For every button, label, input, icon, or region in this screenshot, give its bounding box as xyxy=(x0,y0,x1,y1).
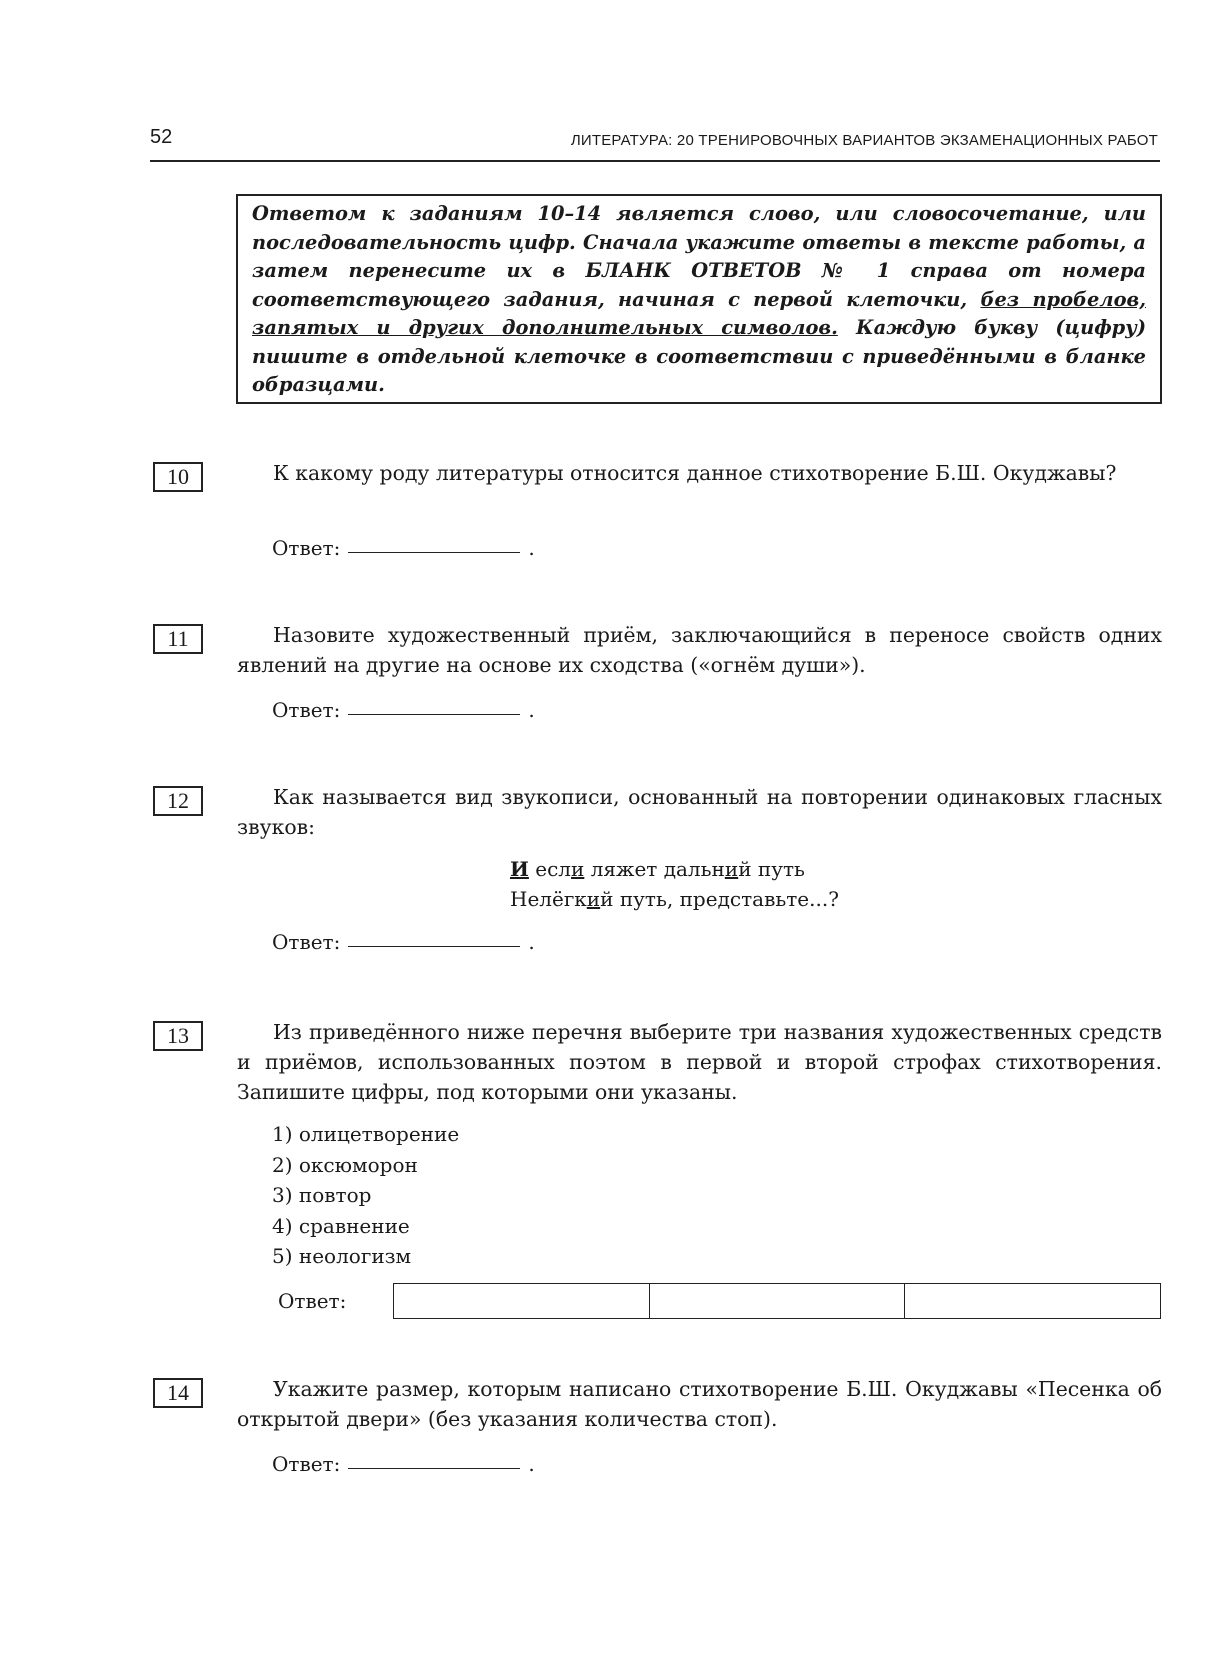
page-header xyxy=(150,122,1160,162)
answer-field[interactable] xyxy=(348,551,520,553)
list-item: 1) олицетворение xyxy=(272,1122,460,1146)
answer-row xyxy=(272,1452,535,1476)
answer-field[interactable] xyxy=(348,713,520,715)
list-item: 2) оксюморон xyxy=(272,1152,418,1177)
instruction-box xyxy=(236,194,1162,404)
list-item: 4) сравнение xyxy=(272,1213,410,1238)
task-text: Назовите художественный приём, заключающийся в переносе свойств одних явлений на другие на основе их сходства («огнём души»). xyxy=(237,623,1162,677)
task-number-box: 10 xyxy=(153,462,203,492)
answer-cell[interactable] xyxy=(394,1284,650,1318)
answer-label: Ответ: xyxy=(272,536,341,560)
instruction-text-part2: Каждую букву (цифру) пишите в отдельной клеточке в соответствии с приведёнными в бланке образцами. xyxy=(252,316,1147,396)
answer-field[interactable] xyxy=(348,945,520,947)
answer-row xyxy=(272,536,535,560)
answer-cell[interactable] xyxy=(905,1284,1160,1318)
instruction-text-part1: Ответом к заданиям 10–14 является слово, или словосочетание, или последовательность цифр. Сначала укажите ответы в тексте работы, а затем перенесите их в БЛАНК ОТВЕТОВ № 1 справа от номера соответствующего задания, начиная с первой клеточки, xyxy=(252,202,1146,311)
task-number-box: 12 xyxy=(153,786,203,816)
answer-row xyxy=(272,698,535,722)
answer-grid xyxy=(393,1283,1161,1319)
answer-end: . xyxy=(528,1452,535,1476)
answer-label: Ответ: xyxy=(272,698,341,722)
instruction-text-underlined: без пробелов, запятых и других дополнительных символов. xyxy=(252,287,1146,339)
page-number: 52 xyxy=(150,126,173,148)
answer-label: Ответ: xyxy=(272,930,341,954)
task-text: Из приведённого ниже перечня выберите три названия художественных средств и приёмов, использованных поэтом в первой и второй строфах стихотворения. Запишите цифры, под которыми они указаны. xyxy=(237,1020,1162,1104)
task-text: К какому роду литературы относится данное стихотворение Б.Ш. Окуджавы? xyxy=(273,461,1117,485)
answer-end: . xyxy=(528,698,535,722)
task-number-box: 13 xyxy=(153,1021,203,1051)
task-text: Как называется вид звукописи, основанный на повторении одинаковых гласных звуков: xyxy=(237,785,1162,839)
answer-cell[interactable] xyxy=(650,1284,906,1318)
poem-excerpt xyxy=(510,854,839,914)
answer-field[interactable] xyxy=(348,1467,520,1469)
poem-line-1: И если ляжет дальний путь xyxy=(510,857,805,881)
answer-label: Ответ: xyxy=(278,1289,347,1313)
task-number-box: 14 xyxy=(153,1378,203,1408)
task-text: Укажите размер, которым написано стихотворение Б.Ш. Окуджавы «Песенка об открытой двери» (без указания количества стоп). xyxy=(237,1377,1162,1431)
list-item: 5) неологизм xyxy=(272,1244,412,1268)
answer-row xyxy=(272,930,535,954)
poem-line-2: Нелёгкий путь, представьте...? xyxy=(510,887,839,911)
option-list xyxy=(272,1119,459,1272)
answer-end: . xyxy=(528,930,535,954)
task-number-box: 11 xyxy=(153,624,203,654)
answer-end: . xyxy=(528,536,535,560)
list-item: 3) повтор xyxy=(272,1183,372,1207)
running-title: ЛИТЕРАТУРА: 20 ТРЕНИРОВОЧНЫХ ВАРИАНТОВ ЭКЗАМЕНАЦИОННЫХ РАБОТ xyxy=(570,132,1158,149)
answer-label: Ответ: xyxy=(272,1452,341,1476)
